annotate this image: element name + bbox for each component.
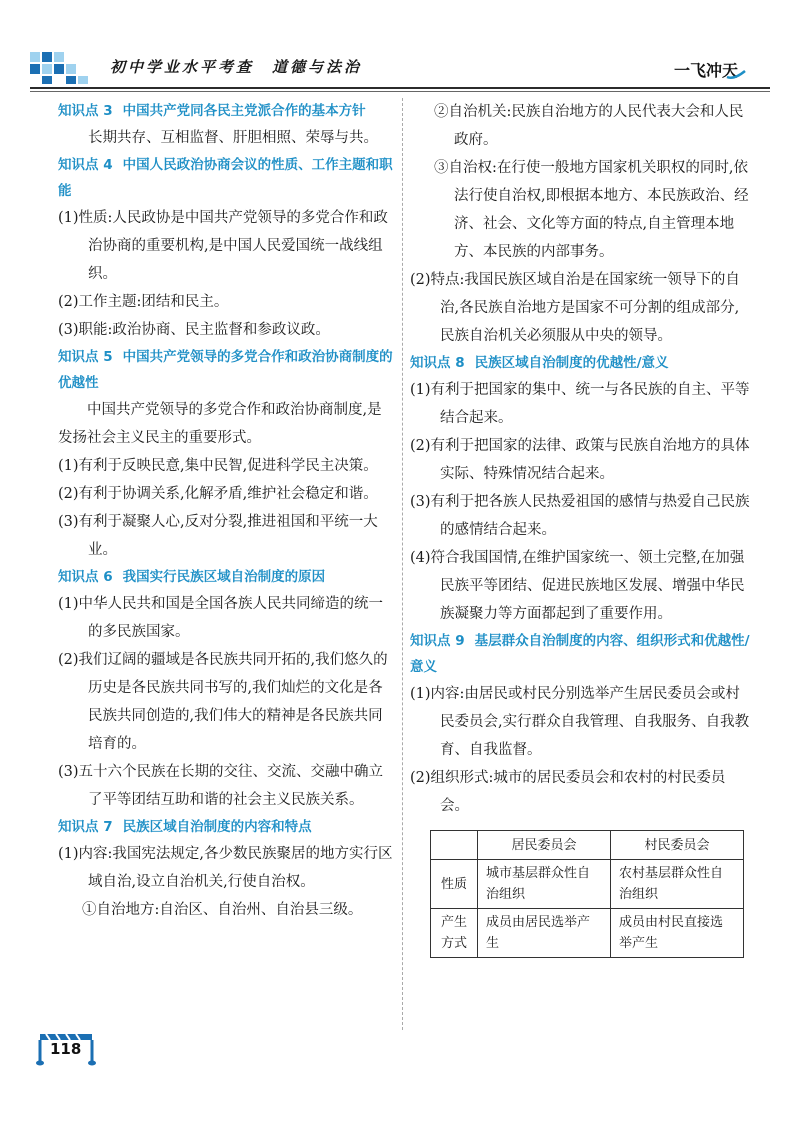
kp9-heading [410,628,750,680]
column-divider [402,98,403,1030]
kp6-title: 我国实行民族区域自治制度的原因 [122,569,326,585]
kp9-item-2: (2)组织形式:城市的居民委员会和农村的村民委员会。 [410,770,726,814]
kp8-item-4: (4)符合我国国情,在维护国家统一、领土完整,在加强民族平等团结、促进民族地区发展、增强中华民族凝聚力等方面都起到了重要作用。 [410,550,745,622]
kp6-heading [58,564,396,590]
table-row [431,909,744,958]
kp9-label: 知识点 9 [410,633,465,649]
table-header-cell: 村民委员会 [611,831,744,860]
kp5-item-1: (1)有利于反映民意,集中民智,促进科学民主决策。 [58,458,378,474]
kp3-heading [58,98,396,124]
table-header-cell: 居民委员会 [478,831,611,860]
checker-logo-icon [30,52,88,84]
kp8-heading [410,350,750,376]
kp3-body: 长期共存、互相监督、肝胆相照、荣辱与共。 [88,130,378,146]
page-header [30,48,770,90]
table-row [431,860,744,909]
kp8-item-1: (1)有利于把国家的集中、统一与各民族的自主、平等结合起来。 [410,382,750,426]
right-column [410,98,750,958]
kp5-label: 知识点 5 [58,349,113,365]
table-cell: 城市基层群众性自治组织 [478,860,611,909]
left-column [58,98,396,924]
kp4-title: 中国人民政治协商会议的性质、工作主题和职能 [58,157,393,199]
kp7-sub-2: ②自治机关:民族自治地方的人民代表大会和人民政府。 [434,104,744,148]
kp7-title: 民族区域自治制度的内容和特点 [122,819,312,835]
kp5-item-2: (2)有利于协调关系,化解矛盾,维护社会稳定和谐。 [58,486,378,502]
kp3-title: 中国共产党同各民主党派合作的基本方针 [122,103,366,119]
kp7-heading [58,814,396,840]
table-cell: 农村基层群众性自治组织 [611,860,744,909]
committee-comparison-table [430,830,744,958]
kp8-item-2: (2)有利于把国家的法律、政策与民族自治地方的具体实际、特殊情况结合起来。 [410,438,750,482]
kp6-label: 知识点 6 [58,569,113,585]
kp6-item-1: (1)中华人民共和国是全国各族人民共同缔造的统一的多民族国家。 [58,596,384,640]
kp8-item-3: (3)有利于把各族人民热爱祖国的感情与热爱自己民族的感情结合起来。 [410,494,750,538]
brand-swoosh-icon [726,70,746,80]
kp5-heading [58,344,396,396]
kp7-label: 知识点 7 [58,819,113,835]
header-rule [30,87,770,89]
kp6-item-2: (2)我们辽阔的疆域是各民族共同开拓的,我们悠久的历史是各民族共同书写的,我们灿烂的文化是各民族共同创造的,我们伟大的精神是各民族共同培育的。 [58,652,388,752]
kp5-item-3: (3)有利于凝聚人心,反对分裂,推进祖国和平统一大业。 [58,514,378,558]
kp7-item-1: (1)内容:我国宪法规定,各少数民族聚居的地方实行区域自治,设立自治机关,行使自治权。 [58,846,393,890]
kp6-item-3: (3)五十六个民族在长期的交往、交流、交融中确立了平等团结互助和谐的社会主义民族关系。 [58,764,384,808]
kp5-intro: 中国共产党领导的多党合作和政治协商制度,是发扬社会主义民主的重要形式。 [58,402,382,446]
table-header-row [431,831,744,860]
kp4-item-1: (1)性质:人民政协是中国共产党领导的多党合作和政治协商的重要机构,是中国人民爱国统一战线组织。 [58,210,388,282]
brand-logo: 一飞冲天 [673,61,738,80]
kp8-title: 民族区域自治制度的优越性/意义 [474,355,669,371]
kp4-heading [58,152,396,204]
kp7-sub-1: ①自治地方:自治区、自治州、自治县三级。 [82,902,363,918]
table-row-label: 产生方式 [431,909,478,958]
page-number: 118 [50,1040,82,1058]
table-cell: 成员由居民选举产生 [478,909,611,958]
kp4-label: 知识点 4 [58,157,113,173]
table-header-cell [431,831,478,860]
kp4-item-2: (2)工作主题:团结和民主。 [58,294,229,310]
header-title: 初中学业水平考查 道德与法治 [110,58,363,76]
kp9-title: 基层群众自治制度的内容、组织形式和优越性/意义 [410,633,750,675]
kp7-sub-3: ③自治权:在行使一般地方国家机关职权的同时,依法行使自治权,即根据本地方、本民族政治、经济、社会、文化等方面的特点,自主管理本地方、本民族的内部事务。 [434,160,749,260]
header-rule-thin [30,91,770,92]
kp4-item-3: (3)职能:政治协商、民主监督和参政议政。 [58,322,330,338]
kp7-item-2: (2)特点:我国民族区域自治是在国家统一领导下的自治,各民族自治地方是国家不可分割的组成部分,民族自治机关必须服从中央的领导。 [410,272,740,344]
kp8-label: 知识点 8 [410,355,465,371]
kp5-title: 中国共产党领导的多党合作和政治协商制度的优越性 [58,349,393,391]
table-cell: 成员由村民直接选举产生 [611,909,744,958]
table-row-label: 性质 [431,860,478,909]
kp9-item-1: (1)内容:由居民或村民分别选举产生居民委员会或村民委员会,实行群众自我管理、自我服务、自我教育、自我监督。 [410,686,750,758]
kp3-label: 知识点 3 [58,103,113,119]
